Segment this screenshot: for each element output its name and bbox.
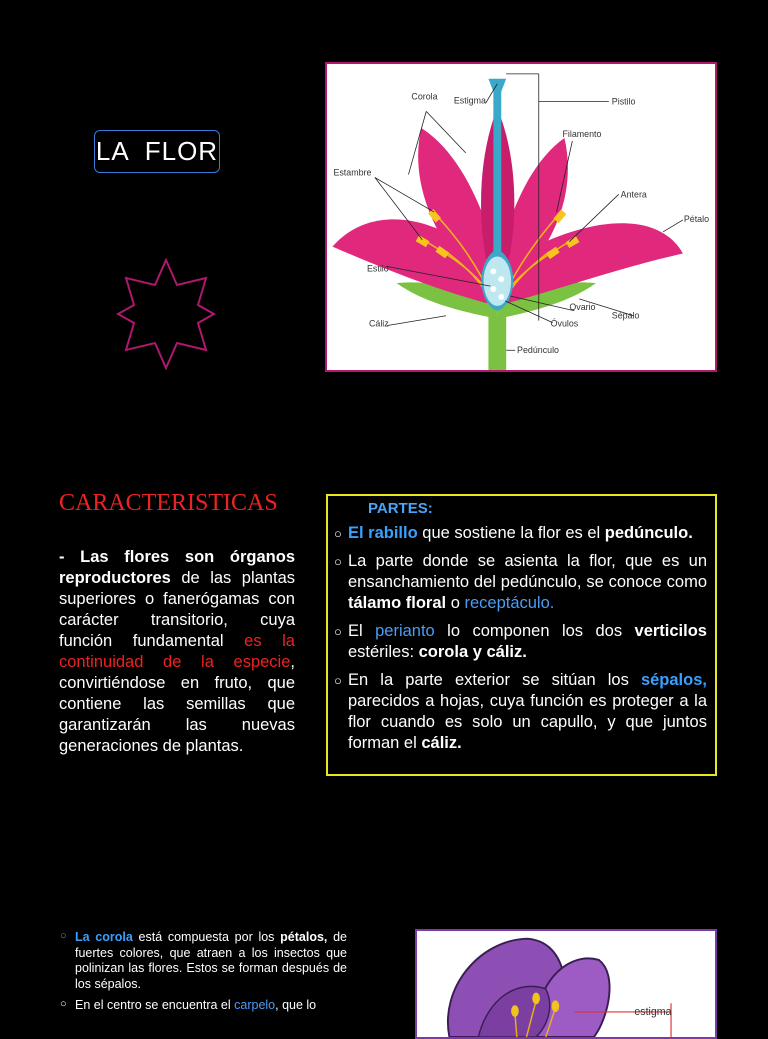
circle-bullet-icon: ○ bbox=[334, 526, 342, 541]
list-item-text: En el centro se encuentra el bbox=[75, 998, 235, 1012]
label-ovario: Ovario bbox=[569, 301, 596, 312]
list-item-text: , que lo bbox=[275, 998, 317, 1012]
partes-item-term: receptáculo. bbox=[464, 594, 555, 612]
partes-item-text: El bbox=[348, 622, 376, 640]
circle-bullet-icon: ○ bbox=[60, 998, 67, 1010]
list-item bbox=[60, 930, 347, 992]
label-corola: Corola bbox=[411, 91, 438, 102]
page-title-text: LA FLOR bbox=[95, 136, 219, 166]
partes-item-term: El rabillo bbox=[348, 524, 418, 542]
partes-item-term: corola y cáliz. bbox=[418, 643, 527, 661]
label-caliz: Cáliz bbox=[368, 318, 389, 329]
label-pedunculo: Pedúnculo bbox=[517, 345, 560, 356]
list-item-text: está compuesta por los bbox=[132, 930, 281, 944]
label-antera: Antera bbox=[620, 189, 647, 200]
label-filamento: Filamento bbox=[562, 129, 602, 140]
partes-item-term: cáliz. bbox=[421, 734, 462, 752]
partes-item-text: parecidos a hojas, cuya función es proteger a la flor cuando es solo un capullo, y que juntos forman el bbox=[348, 692, 707, 752]
list-item-term: pétalos, bbox=[280, 930, 328, 944]
partes-item-text: La parte donde se asienta la flor, que es un ensanchamiento del pedúnculo, se conoce como bbox=[348, 552, 707, 591]
circle-bullet-icon: ○ bbox=[334, 554, 342, 569]
partes-item-term: pedúnculo. bbox=[604, 524, 693, 542]
label-estigma: Estigma bbox=[453, 95, 486, 106]
circle-bullet-icon: ○ bbox=[334, 673, 342, 688]
partes-item-text: estériles: bbox=[348, 643, 419, 661]
circle-bullet-icon: ○ bbox=[60, 930, 67, 942]
list-item-text: de fuertes colores, que atraen a los insectos que polinizan las flores. Estos se forman después de los sépalos. bbox=[75, 930, 347, 991]
caracteristicas-text-1: de las plantas superiores o fanerógamas con carácter transitorio, cuya función fundamental bbox=[59, 569, 295, 650]
page-title bbox=[94, 130, 220, 173]
label-estambre: Estambre bbox=[333, 167, 372, 178]
partes-heading: PARTES: bbox=[368, 500, 433, 517]
partes-box bbox=[326, 494, 717, 776]
list-item bbox=[60, 998, 347, 1014]
partes-item-term: sépalos, bbox=[640, 671, 707, 689]
partes-item bbox=[334, 551, 707, 614]
partes-item-term: perianto bbox=[375, 622, 435, 640]
label-petalo: Pétalo bbox=[683, 213, 710, 224]
bottom-list bbox=[60, 930, 347, 1020]
label-estilo: Estilo bbox=[367, 263, 389, 274]
caracteristicas-heading: CARACTERISTICAS bbox=[59, 490, 278, 516]
partes-item-term: verticilos bbox=[634, 622, 707, 640]
label-sepalo: Sépalo bbox=[611, 310, 640, 321]
flower-diagram bbox=[325, 62, 717, 372]
label-pistilo: Pistilo bbox=[611, 96, 636, 107]
caracteristicas-paragraph bbox=[59, 547, 295, 757]
partes-item-text: o bbox=[446, 594, 465, 612]
caracteristicas-highlight: es la continuidad de la especie bbox=[59, 632, 295, 671]
caracteristicas-text-2: , convirtiéndose en fruto, que contiene las semillas que garantizarán las nuevas generaciones de plantas. bbox=[59, 653, 295, 755]
label-estigma-2: estigma bbox=[634, 1005, 672, 1018]
circle-bullet-icon: ○ bbox=[334, 624, 342, 639]
list-item-term: carpelo bbox=[234, 998, 276, 1012]
partes-item-term: tálamo floral bbox=[348, 594, 447, 612]
partes-item-text: lo componen los dos bbox=[434, 622, 635, 640]
partes-item-text: En la parte exterior se sitúan los bbox=[348, 671, 641, 689]
caracteristicas-lead: - Las flores son órganos reproductores bbox=[59, 548, 295, 587]
partes-item-text: que sostiene la flor es el bbox=[417, 524, 605, 542]
star-icon bbox=[116, 258, 216, 370]
label-ovulos: Óvulos bbox=[550, 318, 579, 329]
partes-item bbox=[334, 621, 707, 663]
list-item-term: La corola bbox=[75, 930, 133, 944]
partes-item bbox=[334, 523, 707, 544]
flower-diagram-2 bbox=[415, 929, 717, 1039]
partes-item bbox=[334, 670, 707, 754]
